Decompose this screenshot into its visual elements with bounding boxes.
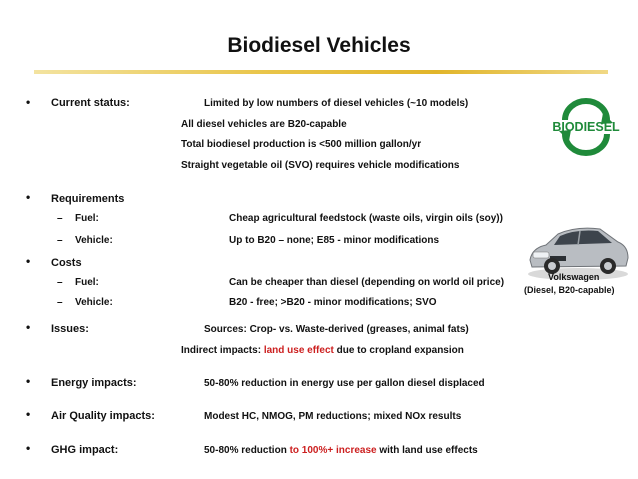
ghg-impact-text <box>204 445 478 456</box>
current-status-line-2: All diesel vehicles are B20-capable <box>181 119 347 130</box>
ghg-suffix: with land use effects <box>376 445 478 456</box>
ghg-impact-label: GHG impact: <box>51 444 119 456</box>
issues-line-2-suffix: due to cropland expansion <box>333 345 464 356</box>
issues-line-1: Sources: Crop- vs. Waste-derived (greases, animal fats) <box>204 324 469 335</box>
dash-icon: – <box>57 213 63 224</box>
requirements-fuel-text: Cheap agricultural feedstock (waste oils, virgin oils (soy)) <box>229 213 503 224</box>
bullet-icon: • <box>26 190 31 204</box>
issues-label: Issues: <box>51 323 89 335</box>
current-status-line-4: Straight vegetable oil (SVO) requires vehicle modifications <box>181 160 460 171</box>
bullet-icon: • <box>26 320 31 334</box>
requirements-vehicle-text: Up to B20 – none; E85 - minor modifications <box>229 235 440 246</box>
bullet-icon: • <box>26 407 31 421</box>
current-status-label: Current status: <box>51 97 130 109</box>
requirements-vehicle-label: Vehicle: <box>75 235 113 246</box>
costs-fuel-text: Can be cheaper than diesel (depending on world oil price) <box>229 277 505 288</box>
car-caption-note: (Diesel, B20-capable) <box>524 285 615 295</box>
slide-title: Biodiesel Vehicles <box>227 34 411 57</box>
requirements-label: Requirements <box>51 193 125 205</box>
air-quality-impacts-text: Modest HC, NMOG, PM reductions; mixed NOx results <box>204 411 462 422</box>
requirements-fuel-label: Fuel: <box>75 213 99 224</box>
costs-vehicle-text: B20 - free; >B20 - minor modifications; SVO <box>229 297 437 308</box>
current-status-line-3: Total biodiesel production is <500 million gallon/yr <box>181 139 422 150</box>
bullet-icon: • <box>26 441 31 455</box>
energy-impacts-text: 50-80% reduction in energy use per gallon diesel displaced <box>204 378 485 389</box>
biodiesel-logo <box>543 96 629 156</box>
air-quality-impacts-label: Air Quality impacts: <box>51 410 155 422</box>
ghg-increase-highlight: to 100%+ increase <box>289 445 377 456</box>
current-status-line-1: Limited by low numbers of diesel vehicles (~10 models) <box>204 98 469 109</box>
energy-impacts-label: Energy impacts: <box>51 377 137 389</box>
costs-vehicle-label: Vehicle: <box>75 297 113 308</box>
dash-icon: – <box>57 235 63 246</box>
car-caption-model: Volkswagen <box>548 272 600 282</box>
dash-icon: – <box>57 277 63 288</box>
costs-label: Costs <box>51 257 82 269</box>
logo-text: BIODIESEL <box>552 120 620 134</box>
bullet-icon: • <box>26 254 31 268</box>
issues-line-2 <box>181 345 464 356</box>
ghg-prefix: 50-80% reduction <box>204 445 290 456</box>
costs-fuel-label: Fuel: <box>75 277 99 288</box>
dash-icon: – <box>57 297 63 308</box>
bullet-icon: • <box>26 95 31 109</box>
land-use-effect-highlight: land use effect <box>263 345 334 356</box>
issues-line-2-prefix: Indirect impacts: <box>181 345 264 356</box>
bullet-icon: • <box>26 374 31 388</box>
title-underline <box>34 70 608 74</box>
